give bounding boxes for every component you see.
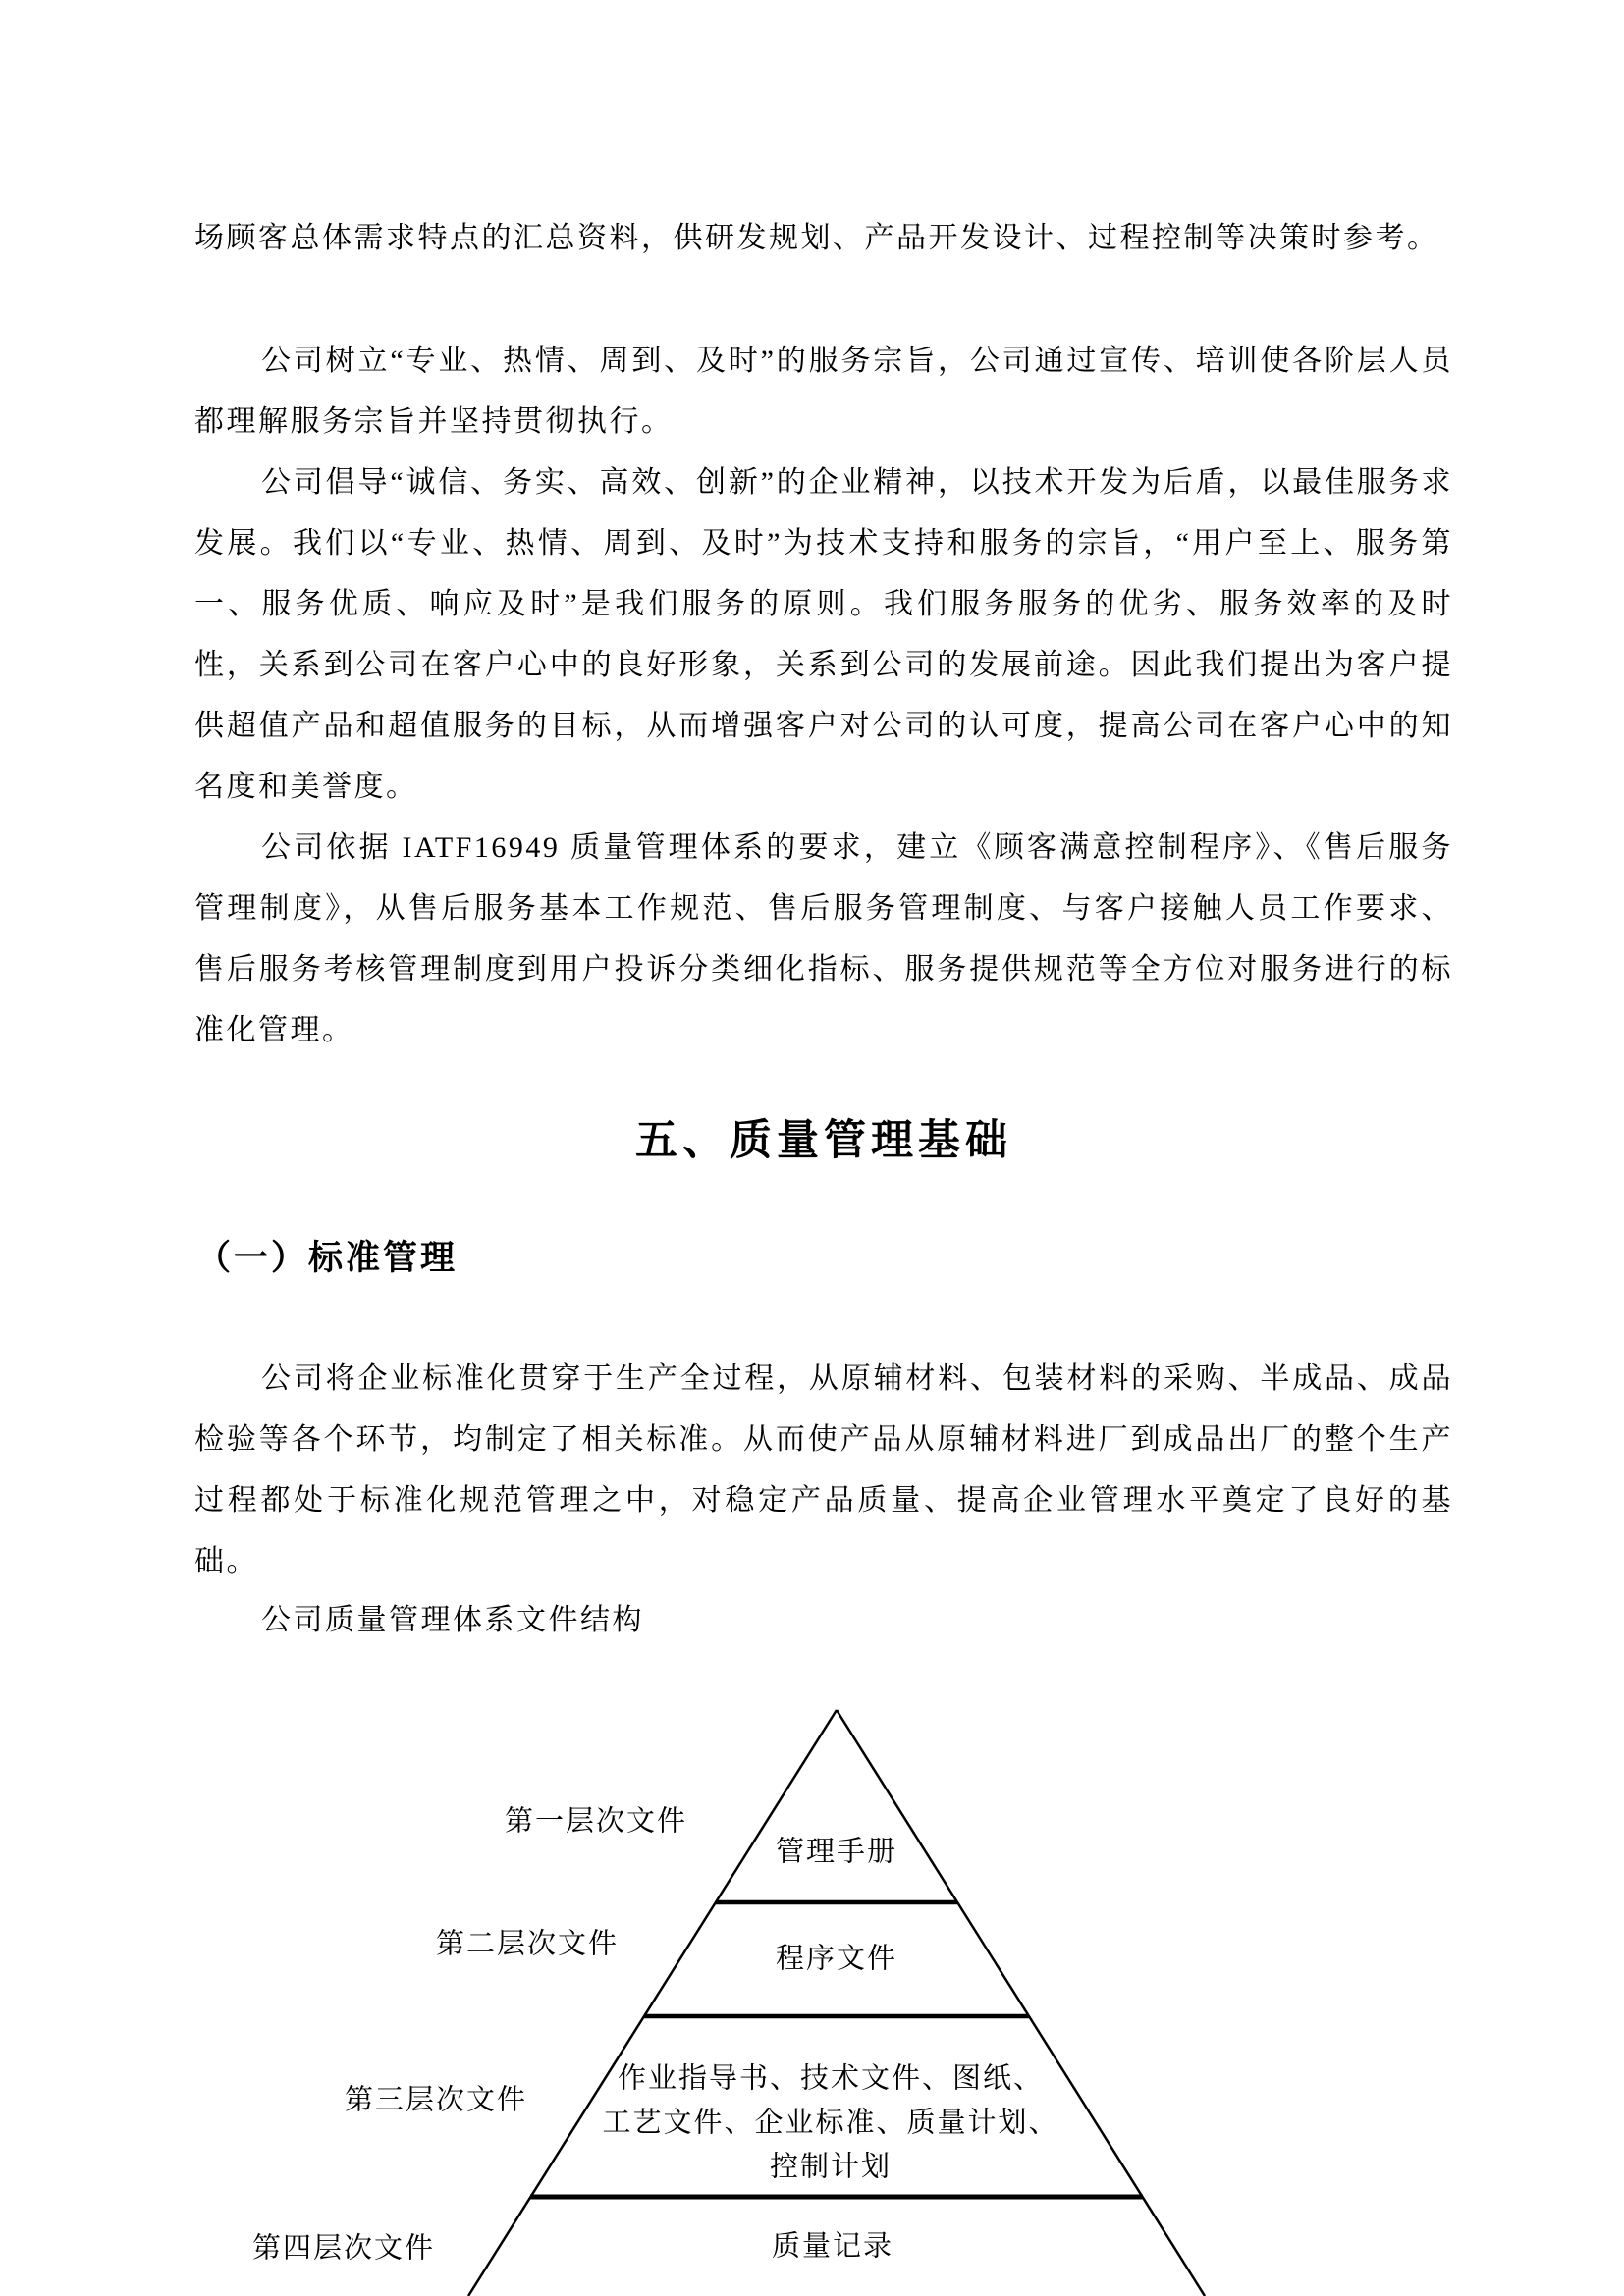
sub-heading: （一）标准管理: [196, 1239, 459, 1277]
pyramid-level3-content-line1: 作业指导书、技术文件、图纸、: [617, 2062, 1045, 2095]
diagram-caption: 公司质量管理体系文件结构: [261, 1604, 644, 1636]
pyramid-level1-content: 管理手册: [775, 1836, 898, 1868]
paragraph-enterprise-spirit: 公司倡导“诚信、务实、高效、创新”的企业精神，以技术开发为后盾，以最佳服务求发展。我们以“专业、热情、周到、及时”为技术支持和服务的宗旨，“用户至上、服务第一、服务优质、响应及时”是我们服务的原则。我们服务服务的优劣、服务效率的及时性，关系到公司在客户心中的良好形象，关系到公司的发展前途。因此我们提出为客户提供超值产品和超值服务的目标，从而增强客户对公司的认可度，提高公司在客户心中的知名度和美誉度。: [194, 466, 1453, 803]
paragraph-standardization: 公司将企业标准化贯穿于生产全过程，从原辅材料、包装材料的采购、半成品、成品检验等各个环节，均制定了相关标准。从而使产品从原辅材料进厂到成品出厂的整个生产过程都处于标准化规范管理之中，对稳定产品质量、提高企业管理水平奠定了良好的基础。: [194, 1362, 1453, 1577]
pyramid-level4-content: 质量记录: [771, 2230, 894, 2263]
section-heading: 五、质量管理基础: [635, 1117, 1012, 1164]
pyramid-level2-content: 程序文件: [775, 1943, 898, 1975]
pyramid-level4-label: 第四层次文件: [251, 2232, 436, 2265]
pyramid-level3-content-line2: 工艺文件、企业标准、质量计划、: [602, 2107, 1059, 2139]
paragraph-iatf16949: 公司依据 IATF16949 质量管理体系的要求，建立《顾客满意控制程序》、《售后服务管理制度》，从售后服务基本工作规范、售后服务管理制度、与客户接触人员工作要求、售后服务考核管理制度到用户投诉分类细化指标、服务提供规范等全方位对服务进行的标准化管理。: [194, 831, 1453, 1046]
pyramid-level2-label: 第二层次文件: [435, 1928, 620, 1960]
paragraph-continuation: 场顾客总体需求特点的汇总资料，供研发规划、产品开发设计、过程控制等决策时参考。: [194, 222, 1439, 254]
pyramid-level1-label: 第一层次文件: [504, 1805, 688, 1838]
pyramid-right-side: [837, 1710, 1205, 2296]
paragraph-service-purpose: 公司树立“专业、热情、周到、及时”的服务宗旨，公司通过宣传、培训使各阶层人员都理解服务宗旨并坚持贯彻执行。: [194, 345, 1453, 438]
pyramid-level3-label: 第三层次文件: [344, 2084, 528, 2116]
pyramid-level3-content-line3: 控制计划: [769, 2151, 893, 2183]
